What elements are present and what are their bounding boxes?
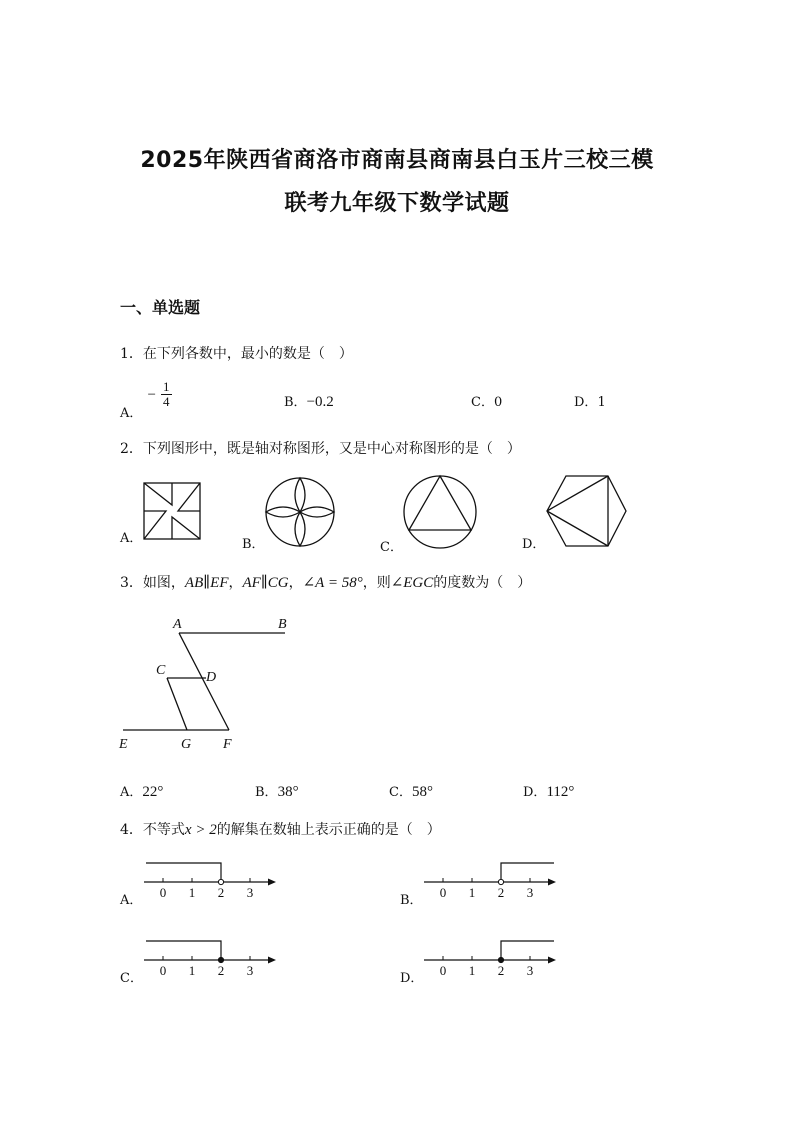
q1-option-a	[120, 379, 172, 421]
q3-option-b	[255, 781, 299, 801]
fraction-denominator: 4	[163, 394, 170, 409]
closed-point-marker	[218, 957, 223, 962]
label-point-a: A	[173, 617, 182, 632]
number-line-tick-label: 1	[468, 885, 476, 900]
q3-option-d	[523, 781, 574, 801]
q3-option-b-value: 38°	[277, 784, 299, 800]
q2-option-b-label: B．	[242, 537, 265, 552]
q3-option-a	[120, 781, 163, 801]
q3-option-a-value: 22°	[142, 784, 164, 800]
document-title-line-1: 2025年陕西省商洛市商南县商南县白玉片三校三模	[140, 148, 654, 173]
q4-suffix: 的解集在数轴上表示正确的是（ ）	[216, 822, 441, 838]
solution-set-bracket	[146, 941, 221, 960]
q3-option-d-label: D．	[523, 785, 547, 800]
open-point-marker	[218, 879, 223, 884]
q1-option-b-value: −0.2	[306, 394, 334, 410]
label-point-b: B	[278, 617, 287, 632]
q3-option-c	[389, 781, 433, 801]
question-1-stem: 1．在下列各数中，最小的数是（ ）	[120, 346, 353, 362]
q3-condition-angle: ∠A = 58°	[302, 575, 363, 591]
number-line-tick-label: 3	[246, 885, 254, 900]
number-line-tick-label: 1	[188, 963, 196, 978]
q1-option-b-label: B．	[284, 395, 307, 410]
q1-option-d	[574, 391, 606, 410]
pinwheel-square-figure	[143, 482, 201, 540]
q4-option-a-label: A．	[120, 893, 143, 908]
number-line-tick-label: 0	[439, 885, 447, 900]
four-petal-circle-figure	[264, 476, 336, 548]
q4-option-d-label: D．	[400, 971, 424, 986]
q1-option-c-label: C．	[471, 395, 494, 410]
q3-separator: ，	[288, 575, 303, 591]
solution-set-bracket	[501, 863, 554, 882]
number-line-tick-label: 1	[468, 963, 476, 978]
label-point-d: D	[206, 670, 217, 685]
label-point-f: F	[223, 737, 232, 752]
q3-prefix: 3．如图，	[120, 575, 185, 591]
solution-set-bracket	[146, 863, 221, 882]
label-point-c: C	[156, 663, 166, 678]
q4-prefix: 4．不等式	[120, 822, 185, 838]
number-line-tick-label: 2	[497, 885, 505, 900]
closed-point-marker	[498, 957, 503, 962]
q1-option-a-fraction	[161, 380, 172, 409]
q1-option-d-label: D．	[574, 395, 598, 410]
q3-suffix: 的度数为（ ）	[433, 575, 532, 591]
question-4-stem	[120, 819, 441, 839]
q3-option-c-label: C．	[389, 785, 412, 800]
number-line-arrow	[548, 879, 556, 886]
q2-option-c-label: C．	[380, 540, 403, 555]
question-2-stem: 2．下列图形中，既是轴对称图形，又是中心对称图形的是（ ）	[120, 441, 521, 457]
parallel-lines-figure	[115, 612, 300, 757]
number-line-arrow	[548, 957, 556, 964]
open-point-marker	[498, 879, 503, 884]
q1-option-a-label: A．	[120, 406, 143, 421]
fraction-numerator: 1	[163, 379, 170, 394]
triangle-in-circle-figure	[402, 474, 478, 550]
number-line-tick-label: 0	[159, 885, 167, 900]
q3-mid-text: ，则	[362, 575, 391, 591]
q3-condition-parallel-2: AF∥CG	[242, 575, 289, 591]
number-line-tick-label: 0	[159, 963, 167, 978]
q3-option-b-label: B．	[255, 785, 278, 800]
q1-option-d-value: 1	[597, 395, 606, 410]
number-line-tick-label: 3	[526, 885, 534, 900]
number-line-arrow	[268, 957, 276, 964]
q1-option-b	[284, 391, 334, 411]
q4-option-b-label: B．	[400, 893, 423, 908]
number-line-arrow	[268, 879, 276, 886]
q4-inequality: x > 2	[184, 822, 217, 838]
q3-separator: ，	[228, 575, 243, 591]
solution-set-bracket	[501, 941, 554, 960]
q3-option-d-value: 112°	[546, 784, 575, 800]
number-line-tick-label: 0	[439, 963, 447, 978]
q2-option-d-label: D．	[522, 537, 546, 552]
q4-option-c-label: C．	[120, 971, 143, 986]
q3-condition-parallel-1: AB∥EF	[184, 575, 229, 591]
q4-option-a-number-line	[140, 855, 285, 905]
number-line-tick-label: 3	[246, 963, 254, 978]
section-heading: 一、单选题	[120, 298, 201, 317]
q3-option-a-label: A．	[120, 785, 143, 800]
number-line-tick-label: 2	[497, 963, 505, 978]
q1-option-a-sign: −	[147, 387, 156, 403]
hexagon-with-diagonals-figure	[544, 474, 628, 548]
q4-option-c-number-line	[140, 933, 285, 983]
number-line-tick-label: 3	[526, 963, 534, 978]
question-3-stem	[120, 572, 531, 592]
q1-option-c	[471, 391, 502, 410]
q2-option-a-label: A．	[120, 531, 143, 546]
q4-option-d-number-line	[420, 933, 565, 983]
q4-option-b-number-line	[420, 855, 565, 905]
document-title-line-2: 联考九年级下数学试题	[284, 191, 510, 216]
number-line-tick-label: 1	[188, 885, 196, 900]
q3-target-angle: ∠EGC	[390, 575, 434, 591]
label-point-e: E	[119, 737, 128, 752]
number-line-tick-label: 2	[217, 963, 225, 978]
q3-option-c-value: 58°	[411, 784, 433, 800]
q1-option-c-value: 0	[493, 395, 503, 410]
label-point-g: G	[181, 737, 192, 752]
number-line-tick-label: 2	[217, 885, 225, 900]
